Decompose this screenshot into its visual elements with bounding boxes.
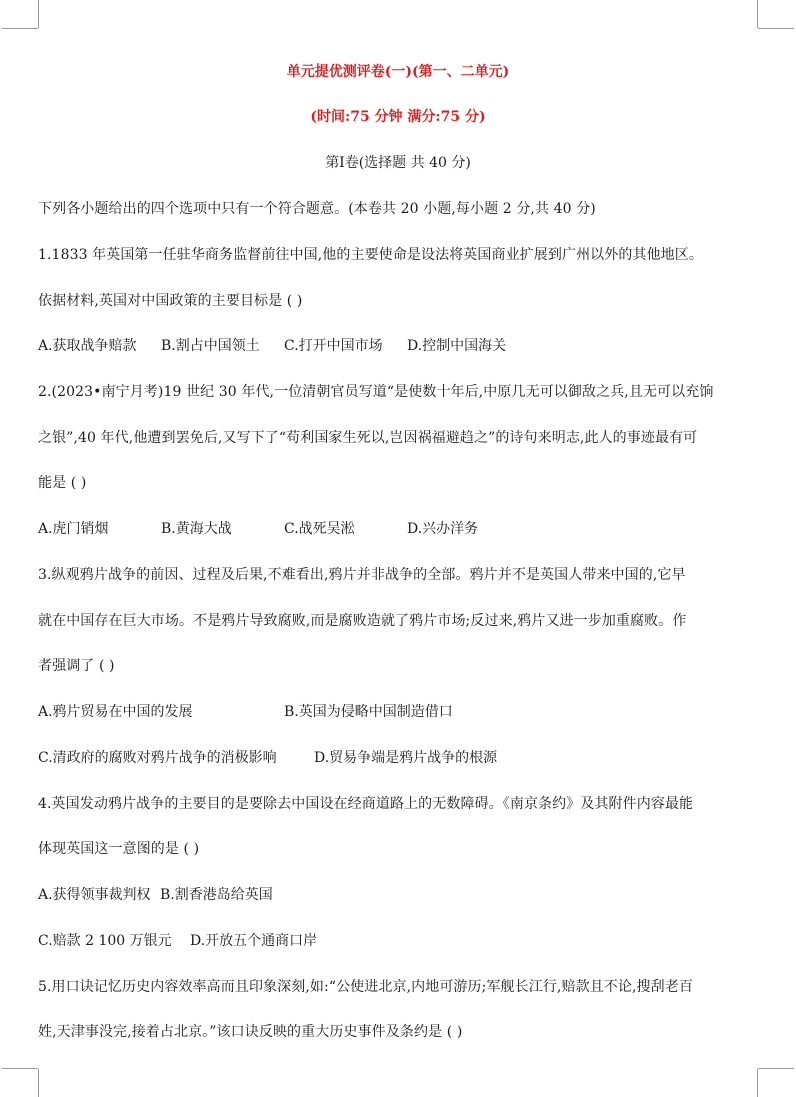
option-c: C.战死吴淞 — [284, 521, 355, 537]
question-stem-line: 1.1833 年英国第一任驻华商务监督前往中国,他的主要使命是设法将英国商业扩展到广州以外的其他地区。 — [38, 247, 703, 263]
crop-mark-bottom-left-h — [2, 1068, 38, 1069]
option-b: B.黄海大战 — [161, 521, 232, 537]
crop-mark-top-left-v — [38, 0, 39, 28]
question-stem-line: 体现英国这一意图的是 ( ) — [38, 841, 200, 857]
crop-mark-top-right-v — [757, 0, 758, 28]
crop-mark-top-right-h — [758, 28, 794, 29]
option-c: C.赔款 2 100 万银元 — [38, 933, 172, 949]
option-d: D.开放五个通商口岸 — [190, 933, 318, 949]
section-heading: 第Ⅰ卷(选择题 共 40 分) — [325, 155, 471, 171]
question-stem-line: 就在中国存在巨大市场。不是鸦片导致腐败,而是腐败造就了鸦片市场;反过来,鸦片又进一步加重腐败。作 — [38, 613, 687, 629]
question-stem-line: 5.用口诀记忆历史内容效率高而且印象深刻,如:“公使进北京,内地可游历;军舰长江行,赔款且不论,搜刮老百 — [38, 979, 693, 995]
option-b: B.割占中国领土 — [161, 338, 260, 354]
crop-mark-top-left-h — [2, 28, 38, 29]
question-stem-line: 2.(2023•南宁月考)19 世纪 30 年代,一位清朝官员写道“是使数十年后,中原几无可以御敌之兵,且无可以充饷 — [38, 384, 714, 400]
question-stem-line: 姓,天津事没完,接着占北京。”该口诀反映的重大历史事件及条约是 ( ) — [38, 1024, 463, 1040]
question-stem-line: 3.纵观鸦片战争的前因、过程及后果,不难看出,鸦片并非战争的全部。鸦片并不是英国人带来中国的,它早 — [38, 567, 686, 583]
question-stem-line: 之银”,40 年代,他遭到罢免后,又写下了“苟利国家生死以,岂因祸福避趋之”的诗句来明志,此人的事迹最有可 — [38, 430, 698, 446]
option-b: B.英国为侵略中国制造借口 — [284, 704, 453, 720]
question-stem-line: 4.英国发动鸦片战争的主要目的是要除去中国设在经商道路上的无数障碍。《南京条约》及其附件内容最能 — [38, 796, 694, 812]
question-stem-line: 者强调了 ( ) — [38, 658, 115, 674]
option-a: A.获取战争赔款 — [38, 338, 137, 354]
option-a: A.获得领事裁判权 — [38, 887, 151, 903]
option-a: A.鸦片贸易在中国的发展 — [38, 704, 193, 720]
crop-mark-bottom-right-h — [758, 1068, 794, 1069]
crop-mark-bottom-right-v — [757, 1069, 758, 1097]
option-d: D.控制中国海关 — [407, 338, 507, 354]
option-c: C.清政府的腐败对鸦片战争的消极影响 — [38, 750, 277, 766]
option-b: B.割香港岛给英国 — [160, 887, 273, 903]
exam-title: 单元提优测评卷(一)(第一、二单元) — [286, 64, 510, 80]
crop-mark-bottom-left-v — [38, 1069, 39, 1097]
option-c: C.打开中国市场 — [284, 338, 383, 354]
option-d: D.贸易争端是鸦片战争的根源 — [314, 750, 498, 766]
question-stem-line: 依据材料,英国对中国政策的主要目标是 ( ) — [38, 293, 303, 309]
instructions: 下列各小题给出的四个选项中只有一个符合题意。(本卷共 20 小题,每小题 2 分,共 40 分) — [38, 201, 596, 217]
question-stem-line: 能是 ( ) — [38, 475, 87, 491]
option-a: A.虎门销烟 — [38, 521, 109, 537]
option-d: D.兴办洋务 — [407, 521, 479, 537]
exam-subtitle: (时间:75 分钟 满分:75 分) — [310, 109, 486, 125]
